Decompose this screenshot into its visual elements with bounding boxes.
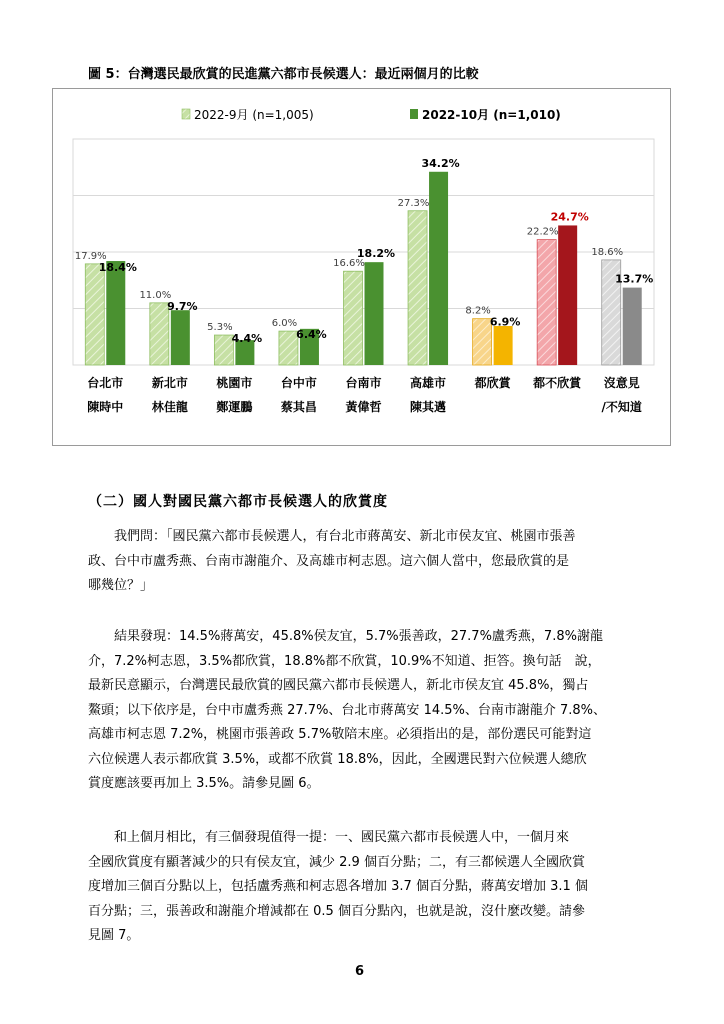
bar-sep-5 [408,211,427,365]
paragraph-line: 哪幾位？」 [88,578,154,593]
value-label-oct-1: 9.7% [167,299,198,313]
value-label-oct-8: 13.7% [615,272,654,286]
paragraph-line: 全國欣賞度有顯著減少的只有侯友宜，減少 2.9 個百分點；二，有三都候選人全國欣賞 [88,854,585,870]
value-label-oct-3: 6.4% [296,328,327,342]
value-label-oct-0: 18.4% [98,260,137,274]
paragraph-line: 和上個月相比，有三個發現值得一提：一、國民黨六都市長候選人中，一個月來 [114,830,570,845]
paragraph-line: 介，7.2%柯志恩，3.5%都欣賞，18.8%都不欣賞，10.9%不知道、拒答。換句話 說， [88,653,601,669]
section-heading: （二）國人對國民黨六都市長候選人的欣賞度 [88,494,388,510]
category-label-8-0: 沒意見 [603,376,640,390]
value-label-sep-8: 18.6% [591,246,624,258]
paragraph-question [88,525,636,599]
bar-sep-2 [214,335,233,365]
paragraph-line: 我們問：「國民黨六都市長候選人，有台北市蔣萬安、新北市侯友宜、桃園市張善 [114,529,576,544]
value-label-sep-4: 16.6% [333,258,365,270]
figure-title: 圖 5：台灣選民最欣賞的民進黨六都市長候選人：最近兩個月的比較 [88,67,479,82]
bar-oct-7 [558,225,577,365]
category-label-2-0: 桃園市 [216,376,253,390]
bar-oct-4 [365,262,384,365]
paragraph-comparison [88,826,636,949]
value-label-oct-6: 6.9% [489,315,521,329]
value-label-sep-1: 11.0% [139,289,172,301]
value-label-sep-6: 8.2% [465,305,491,317]
legend-swatch-oct [410,109,418,119]
bar-chart [53,89,672,447]
category-label-5-1: 陳其邁 [410,400,447,414]
value-label-oct-4: 18.2% [356,247,396,261]
paragraph-line: 度增加三個百分點以上，包括盧秀燕和柯志恩各增加 3.7 個百分點，蔣萬安增加 3.1 個 [88,879,588,894]
paragraph-results [88,625,636,797]
bar-sep-3 [279,331,298,365]
category-label-5-0: 高雄市 [410,376,447,390]
bar-sep-0 [85,264,104,365]
category-label-0-0: 台北市 [87,376,124,390]
paragraph-line: 百分點；三，張善政和謝龍介增減都在 0.5 個百分點內，也就是說，沒什麼改變。請參 [88,903,585,919]
value-label-sep-0: 17.9% [74,250,107,262]
legend-label-sep: 2022-9月 (n=1,005) [194,108,314,122]
bar-oct-8 [623,288,642,365]
value-label-sep-5: 27.3% [397,197,430,209]
value-label-oct-2: 4.4% [231,332,263,346]
value-label-sep-2: 5.3% [207,322,233,334]
value-label-oct-5: 34.2% [421,156,460,170]
category-label-3-1: 蔡其昌 [280,400,317,414]
paragraph-line: 見圖 7。 [88,928,140,943]
category-label-4-1: 黃偉哲 [345,400,382,414]
bar-sep-6 [473,319,492,365]
category-label-8-1: /不知道 [601,400,642,414]
category-label-3-0: 台中市 [280,376,317,390]
category-label-7-0: 都不欣賞 [533,376,582,390]
page-number: 6 [355,964,365,979]
category-label-6-0: 都欣賞 [474,376,511,390]
paragraph-line: 高雄市柯志恩 7.2%，桃園市張善政 5.7%敬陪末座。必須指出的是，部份選民可能對這 [88,727,592,742]
paragraph-line: 鰲頭；以下依序是，台中市盧秀燕 27.7%、台北市蔣萬安 14.5%、台南市謝龍介 7.8%、 [88,702,607,718]
value-label-sep-3: 6.0% [271,318,298,330]
paragraph-line: 六位候選人表示都欣賞 3.5%，或都不欣賞 18.8%，因此，全國選民對六位候選人總欣 [88,751,587,767]
category-label-0-1: 陳時中 [87,400,124,414]
legend-swatch-sep [182,109,190,119]
bar-oct-1 [171,310,190,365]
bar-oct-6 [494,326,513,365]
chart-category-labels [87,375,642,414]
value-label-oct-7: 24.7% [550,210,589,224]
bar-sep-7 [537,240,556,365]
bar-oct-5 [429,172,448,365]
chart-frame [52,88,671,446]
paragraph-line: 賞度應該要再加上 3.5%。請參見圖 6。 [88,776,320,791]
value-label-sep-7: 22.2% [526,226,559,238]
category-label-1-1: 林佳龍 [151,400,188,414]
paragraph-line: 結果發現：14.5%蔣萬安，45.8%侯友宜，5.7%張善政，27.7%盧秀燕，7.8%謝龍 [114,629,603,644]
bar-oct-0 [106,261,125,365]
category-label-2-1: 鄭運鵬 [216,400,253,414]
bar-sep-1 [150,303,169,365]
bar-sep-4 [344,271,363,365]
category-label-4-0: 台南市 [345,376,382,390]
category-label-1-0: 新北市 [151,376,188,390]
paragraph-line: 最新民意顯示，台灣選民最欣賞的國民黨六都市長候選人，新北市侯友宜 45.8%，獨占 [88,678,589,693]
legend-label-oct: 2022-10月 (n=1,010) [422,108,561,122]
chart-legend [182,108,561,122]
paragraph-line: 政、台中市盧秀燕、台南市謝龍介、及高雄市柯志恩。這六個人當中，您最欣賞的是 [88,553,570,569]
